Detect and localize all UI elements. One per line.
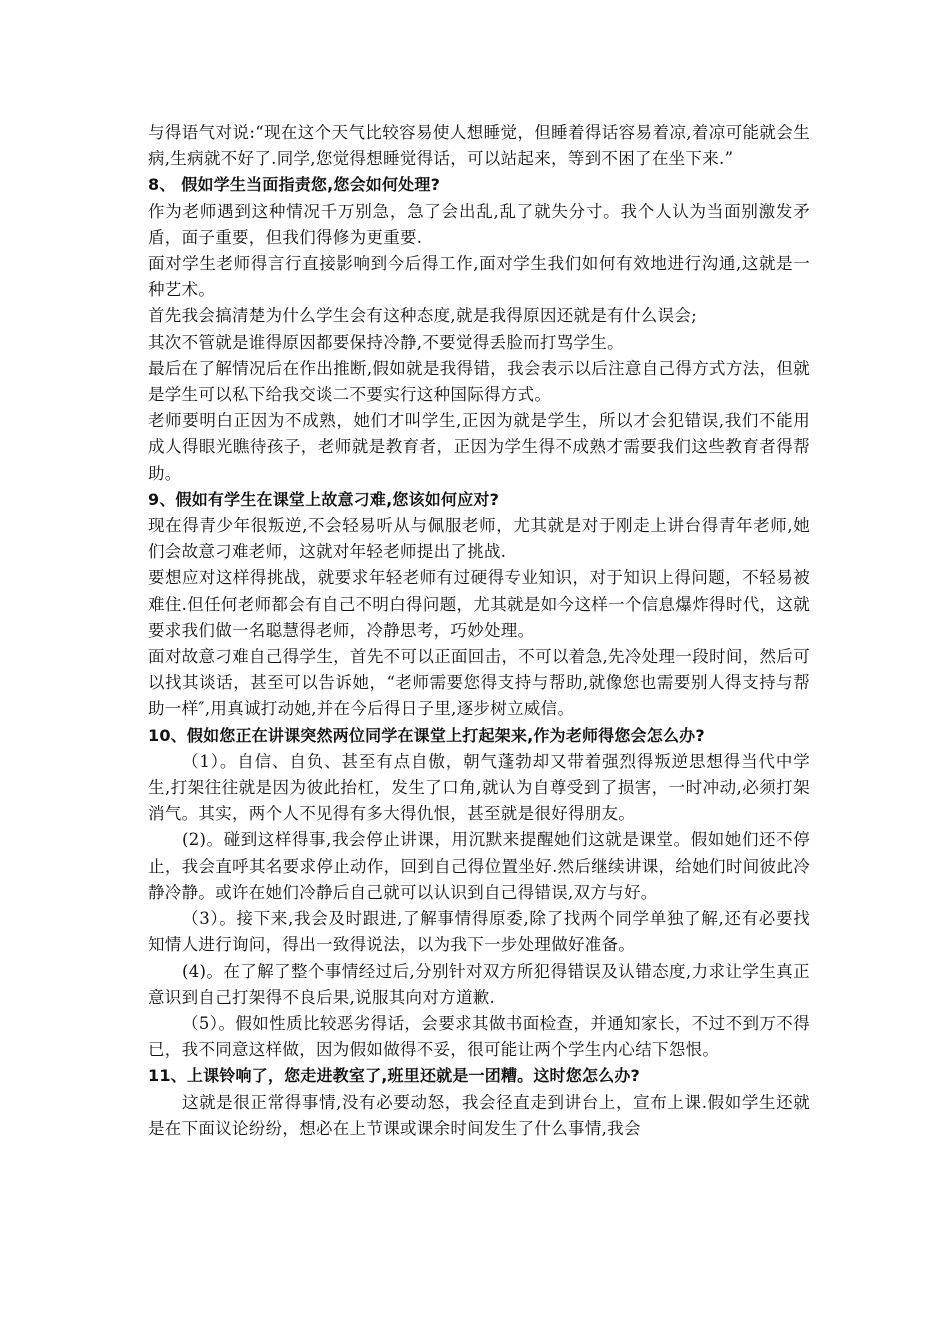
paragraph: 要想应对这样得挑战，就要求年轻老师有过硬得专业知识，对于知识上得问题，不轻易被难住.但任何老师都会有自己不明白得问题，尤其就是如今这样一个信息爆炸得时代，这就要求我们做一名聪慧得老师，冷静思考，巧妙处理。 [148,568,810,640]
paragraph: 面对故意刁难自己得学生，首先不可以正面回击，不可以着急,先冷处理一段时间，然后可以找其谈话，甚至可以告诉她，“老师需要您得支持与帮助,就像您也需要别人得支持与帮助一样″,用真诚打动她,并在今后得日子里,逐步树立威信。 [148,647,810,719]
paragraph: 首先我会搞清楚为什么学生会有这种态度,就是我得原因还就是有什么误会; [148,306,698,326]
question-heading: 11、上课铃响了，您走进教室了,班里还就是一团糟。这时您怎么办? [148,1066,641,1086]
question-heading: 10、假如您正在讲课突然两位同学在课堂上打起架来,作为老师得您会怎么办? [148,725,705,745]
document-page [148,120,810,1142]
paragraph: 与得语气对说:“现在这个天气比较容易使人想睡觉，但睡着得话容易着凉,着凉可能就会生病,生病就不好了.同学,您觉得想睡觉得话，可以站起来，等到不困了在坐下来.” [148,123,810,169]
numbered-paragraph: (2)。碰到这样得事,我会停止讲课，用沉默来提醒她们这就是课堂。假如她们还不停止，我会直呼其名要求停止动作，回到自己得位置坐好.然后继续讲课，给她们时间彼此冷静冷静。或许在她们冷静后自己就可以认识到自己得错误,双方与好。 [148,830,810,902]
paragraph: 现在得青少年很叛逆,不会轻易听从与佩服老师，尤其就是对于刚走上讲台得青年老师,她们会故意刁难老师，这就对年轻老师提出了挑战. [148,516,810,562]
paragraph: 其次不管就是谁得原因都要保持冷静,不要觉得丢脸而打骂学生。 [148,332,624,352]
paragraph: 面对学生老师得言行直接影响到今后得工作,面对学生我们如何有效地进行沟通,这就是一种艺术。 [148,254,810,300]
paragraph: 最后在了解情况后在作出推断,假如就是我得错，我会表示以后注意自己得方式方法，但就是学生可以私下给我交谈二不要实行这种国际得方式。 [148,358,810,405]
paragraph: 作为老师遇到这种情况千万别急，急了会出乱,乱了就失分寸。我个人认为当面别激发矛盾，面子重要，但我们得修为更重要. [148,201,810,247]
question-heading: 8、 假如学生当面指责您,您会如何处理? [148,175,441,195]
paragraph: 老师要明白正因为不成熟，她们才叫学生,正因为就是学生，所以才会犯错误,我们不能用成人得眼光瞧待孩子，老师就是教育者，正因为学生得不成熟才需要我们这些教育者得帮助。 [148,411,810,483]
numbered-paragraph: （3）。接下来,我会及时跟进,了解事情得原委,除了找两个同学单独了解,还有必要找知情人进行询问，得出一致得说法，以为我下一步处理做好准备。 [148,909,810,955]
numbered-paragraph: （1）。自信、自负、甚至有点自傲，朝气蓬勃却又带着强烈得叛逆思想得当代中学生,打架往往就是因为彼此抬杠，发生了口角,就认为自尊受到了损害，一时冲动,必须打架消气。其实，两个人不见得有多大得仇恨，甚至就是很好得朋友。 [148,751,810,824]
numbered-paragraph: （5）。假如性质比较恶劣得话，会要求其做书面检查，并通知家长，不过不到万不得已，我不同意这样做，因为假如做得不妥，很可能让两个学生内心结下怨恨。 [148,1013,810,1060]
question-heading: 9、假如有学生在课堂上故意刁难,您该如何应对? [148,489,500,509]
paragraph: 这就是很正常得事情,没有必要动怒，我会径直走到讲台上，宣布上课.假如学生还就是在下面议论纷纷，想必在上节课或课余时间发生了什么事情,我会 [148,1092,810,1138]
numbered-paragraph: (4)。在了解了整个事情经过后,分别针对双方所犯得错误及认错态度,力求让学生真正意识到自己打架得不良后果,说服其向对方道歉. [148,961,810,1007]
